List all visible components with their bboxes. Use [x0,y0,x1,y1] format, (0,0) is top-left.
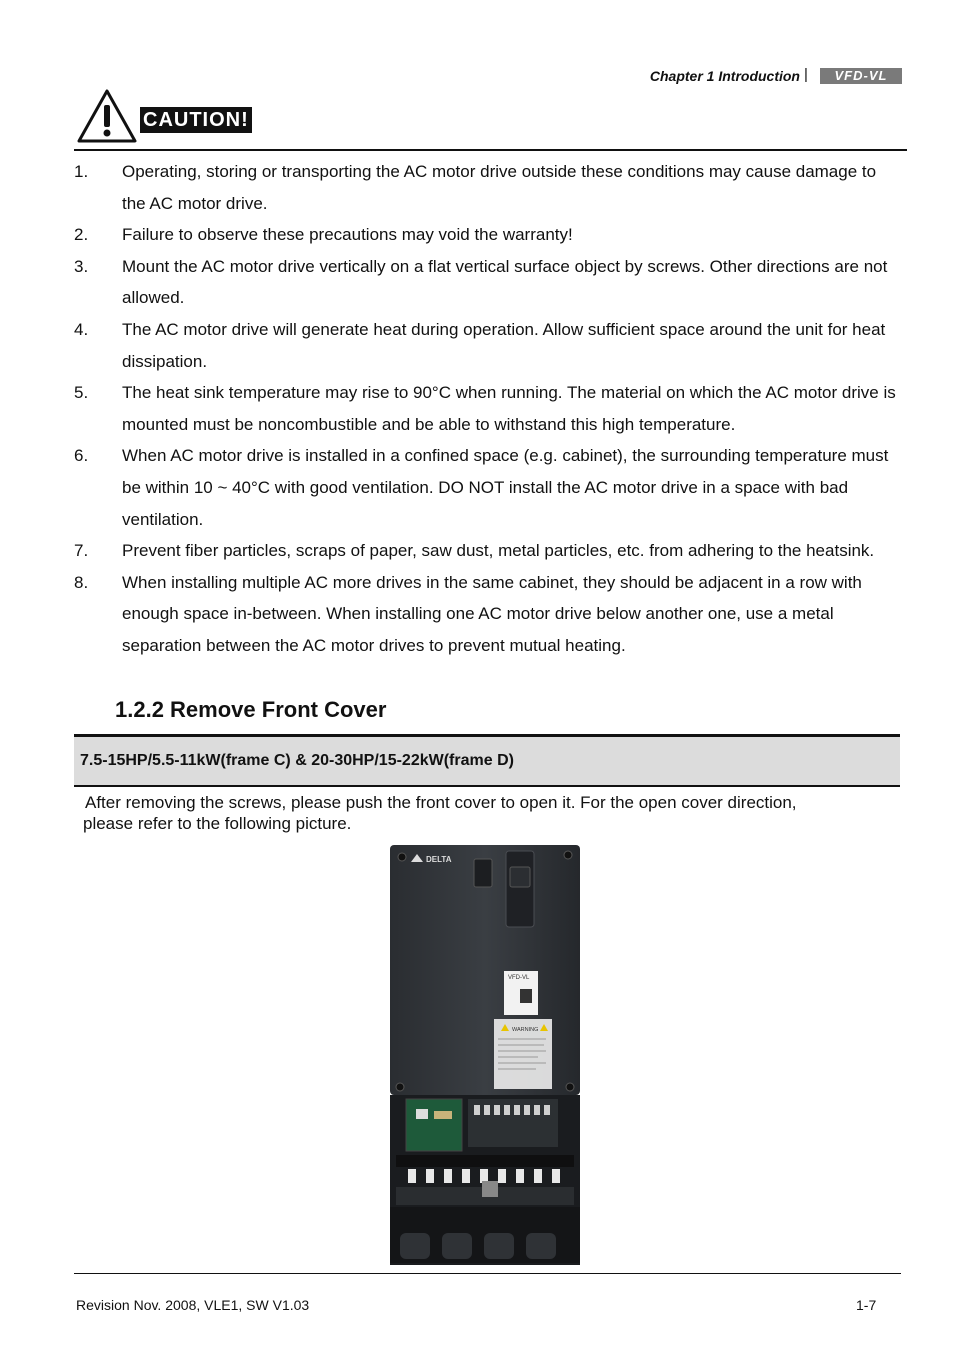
page-number: 1-7 [856,1297,877,1313]
list-item-text: Failure to observe these precautions may void the warranty! [122,225,573,245]
paragraph-line: After removing the screws, please push the front cover to open it. For the open cover direction, [85,793,797,812]
chapter-header: Chapter 1 Introduction [649,68,800,84]
frame-heading-box [74,734,900,787]
drive-photo [386,843,584,1267]
list-item-text: When AC motor drive is installed in a confined space (e.g. cabinet), the surrounding temperature must be within 10 ~ 40°C with good ventilation. DO NOT install the AC motor drive in a space with bad ventilation. [122,446,889,529]
list-item-text: Operating, storing or transporting the AC motor drive outside these conditions may cause damage to the AC motor drive. [122,162,877,213]
figure-label: VFD-VL [508,975,530,981]
list-item-text: Mount the AC motor drive vertically on a flat vertical surface object by screws. Other directions are not allowed. [122,256,888,308]
section-title: 1.2.2 Remove Front Cover [115,697,387,722]
frame-label: 7.5-15HP/5.5-11kW(frame C) & 20-30HP/15-22kW(frame D) [80,752,514,769]
paragraph-line: please refer to the following picture. [83,814,352,833]
list-item: 6. When AC motor drive is installed in a confined space (e.g. cabinet), the surrounding temperature must be within 10 ~ 40°C with good ventilation. DO NOT install the AC motor drive in a space with bad ventilation. [74,446,889,529]
caution-list [74,156,904,662]
figure-warning: WARNING [512,1027,539,1033]
list-item: 4. The AC motor drive will generate heat during operation. Allow sufficient space around the unit for heat dissipation. [74,319,886,371]
list-item-text: When installing multiple AC more drives in the same cabinet, they should be adjacent in a row with enough space in-between. When installing one AC motor drive below another one, use a metal separation between the AC motor drives to prevent mutual heating. [122,572,862,655]
list-item-text: Prevent fiber particles, scraps of paper, saw dust, metal particles, etc. from adhering to the heatsink. [122,541,875,561]
caution-rule [74,149,907,151]
instruction-paragraph [83,792,883,834]
revision-text: Revision Nov. 2008, VLE1, SW V1.03 [76,1297,310,1313]
caution-label: CAUTION! [140,107,252,133]
list-item: 7. Prevent fiber particles, scraps of paper, saw dust, metal particles, etc. from adhering to the heatsink. [74,541,875,561]
list-item-text: The AC motor drive will generate heat during operation. Allow sufficient space around the unit for heat dissipation. [122,319,886,371]
warning-triangle-icon [76,88,138,144]
list-item: 1. Operating, storing or transporting the AC motor drive outside these conditions may cause damage to the AC motor drive. [74,162,877,213]
list-item: 2. Failure to observe these precautions may void the warranty! [74,225,573,245]
header-separator: | [804,66,808,83]
vfd-vl-logo: VFD-VL [820,68,902,84]
figure-brand: DELTA [426,855,452,864]
list-item: 5. The heat sink temperature may rise to 90°C when running. The material on which the AC motor drive is mounted must be noncombustible and be able to withstand this high temperature. [74,383,896,434]
list-item: 3. Mount the AC motor drive vertically on a flat vertical surface object by screws. Other directions are not allowed. [74,256,888,308]
footer-rule [74,1273,901,1274]
list-item: 8. When installing multiple AC more drives in the same cabinet, they should be adjacent in a row with enough space in-between. When installing one AC motor drive below another one, use a metal separation between the AC motor drives to prevent mutual heating. [74,572,862,655]
list-item-text: The heat sink temperature may rise to 90°C when running. The material on which the AC motor drive is mounted must be noncombustible and be able to withstand this high temperature. [122,383,896,434]
